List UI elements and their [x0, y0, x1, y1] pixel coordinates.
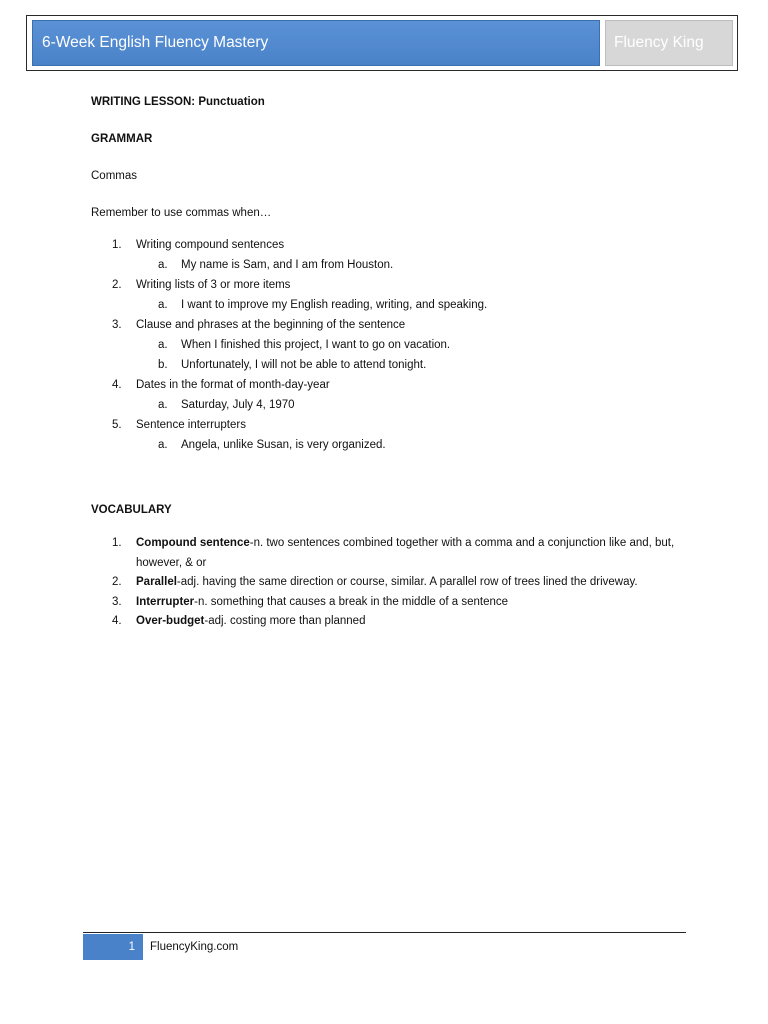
vocabulary-heading: VOCABULARY	[91, 504, 172, 516]
lesson-heading: WRITING LESSON: Punctuation	[91, 96, 265, 108]
example-item: a. Saturday, July 4, 1970	[158, 399, 295, 411]
vocab-item: 1. Compound sentence-n. two sentences combined together with a comma and a conjunction like and, but, however, & or	[112, 537, 675, 569]
example-item: a. My name is Sam, and I am from Houston.	[158, 259, 394, 271]
example-item: a. Angela, unlike Susan, is very organized.	[158, 439, 386, 451]
list-item: 4. Dates in the format of month-day-year a. Saturday, July 4, 1970	[91, 375, 691, 415]
comma-rules-list	[91, 235, 691, 455]
example-item: a. I want to improve my English reading, writing, and speaking.	[158, 299, 488, 311]
grammar-heading: GRAMMAR	[91, 133, 153, 145]
page-number: 1	[83, 934, 143, 960]
vocab-item: 3. Interrupter-n. something that causes a break in the middle of a sentence	[112, 595, 509, 608]
example-item: a. When I finished this project, I want to go on vacation.	[158, 339, 451, 351]
page-header	[26, 15, 738, 71]
brand-label: Fluency King	[605, 20, 733, 66]
list-item: 1. Writing compound sentences a. My name is Sam, and I am from Houston.	[91, 235, 691, 275]
list-item: 3. Clause and phrases at the beginning of the sentence a. When I finished this project, I want to go on vacation. b. Unfortunately, I will not be able to attend tonight.	[91, 315, 691, 375]
list-item: 2. Writing lists of 3 or more items a. I want to improve my English reading, writing, and speaking.	[91, 275, 691, 315]
vocab-item: 4. Over-budget-adj. costing more than planned	[112, 615, 366, 627]
example-item: b. Unfortunately, I will not be able to attend tonight.	[158, 359, 427, 371]
topic-title: Commas	[91, 170, 138, 182]
vocab-item: 2. Parallel-adj. having the same direction or course, similar. A parallel row of trees lined the driveway.	[112, 576, 638, 588]
document-title: 6-Week English Fluency Mastery	[32, 20, 600, 66]
vocabulary-list	[91, 534, 691, 632]
footer-divider	[83, 932, 686, 933]
list-item: 5. Sentence interrupters a. Angela, unlike Susan, is very organized.	[91, 415, 691, 455]
intro-text: Remember to use commas when…	[91, 207, 272, 219]
footer-site: FluencyKing.com	[150, 941, 239, 953]
document-body	[91, 93, 691, 632]
